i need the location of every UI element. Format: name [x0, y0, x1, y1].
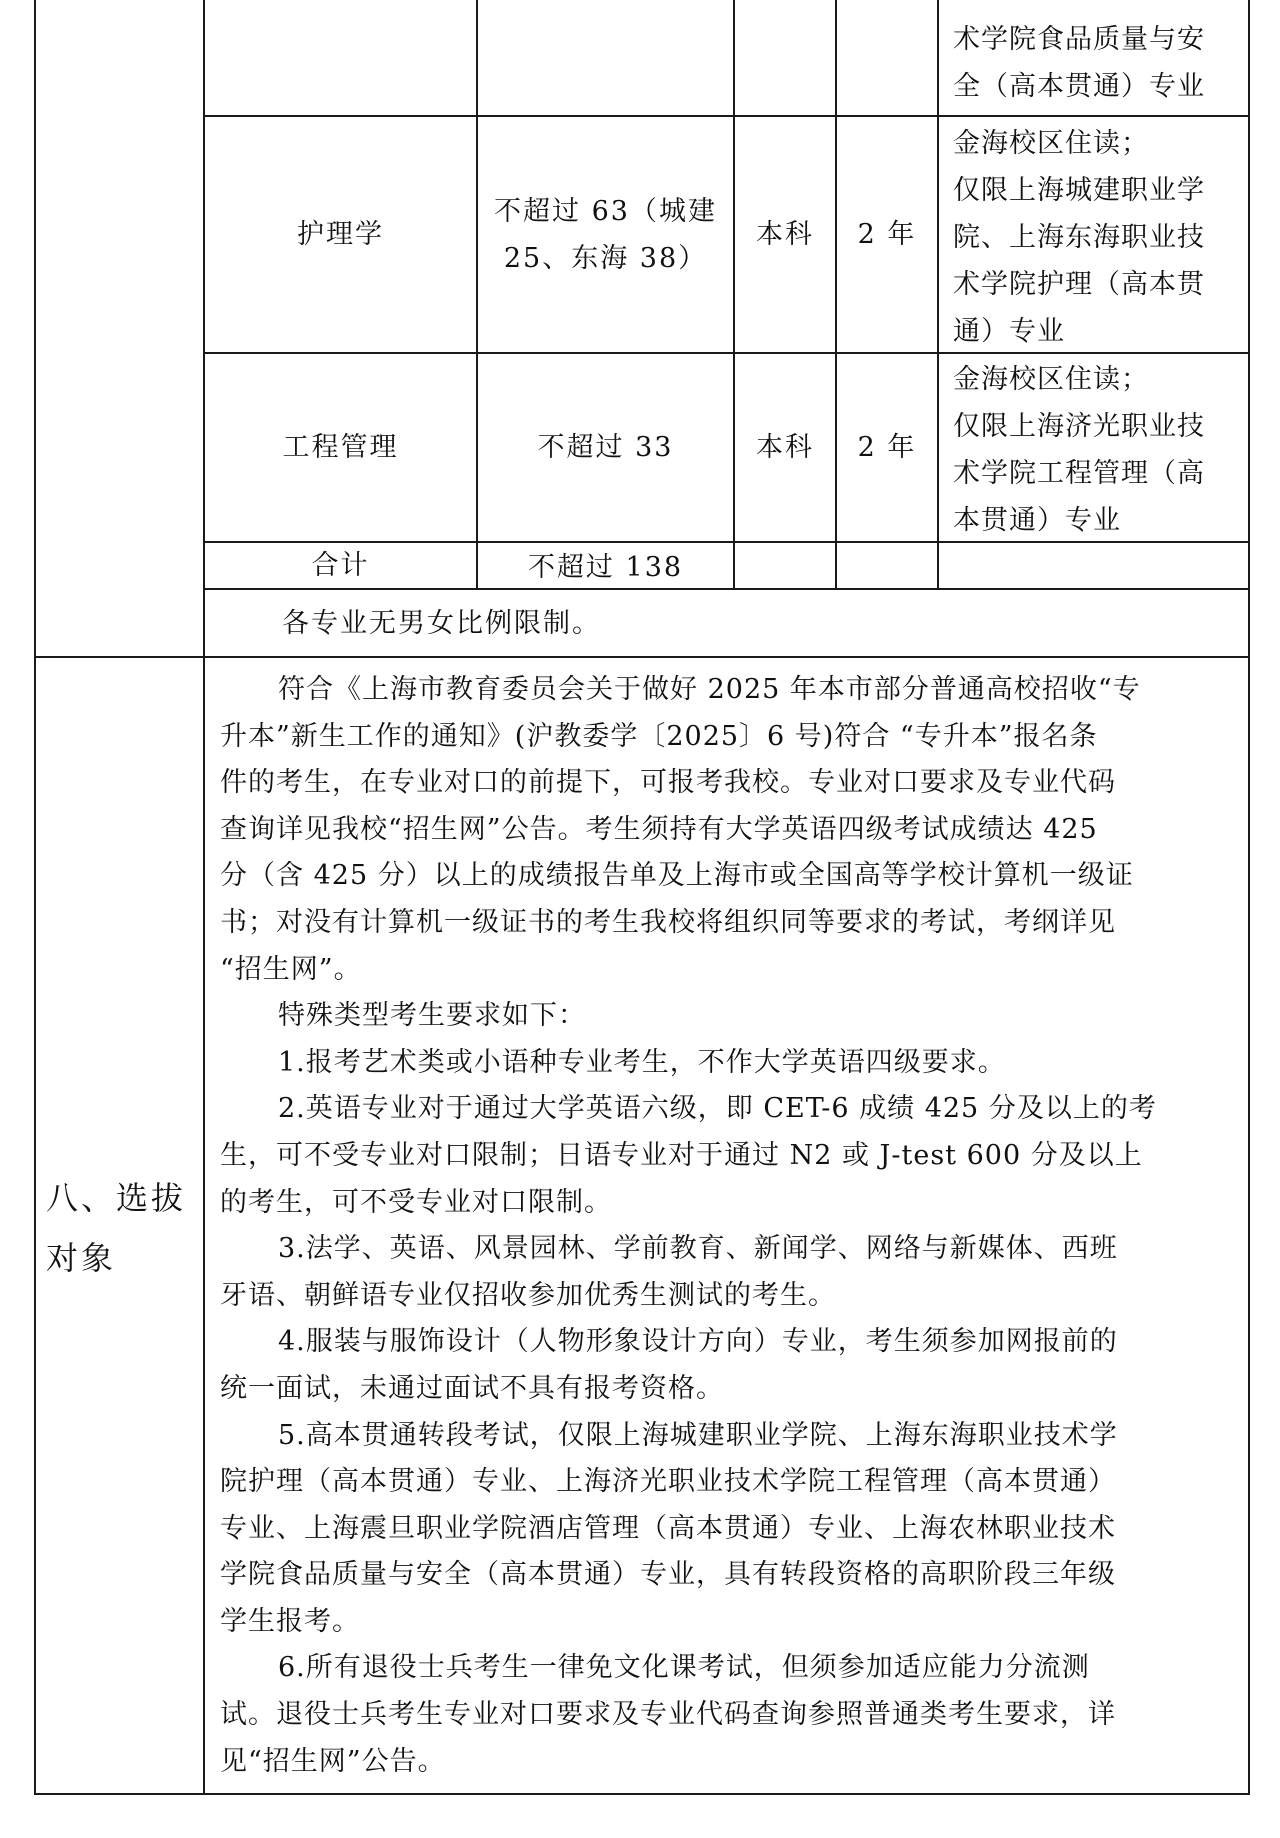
- section8-body-line: 1.报考艺术类或小语种专业考生，不作大学英语四级要求。: [278, 1046, 1006, 1078]
- section8-label-line: 对象: [46, 1239, 117, 1277]
- section8-body-line: 特殊类型考生要求如下：: [278, 1000, 586, 1032]
- remarks-line: 金海校区住读；: [953, 128, 1149, 159]
- remarks-line: 术学院护理（高本贯: [953, 269, 1205, 300]
- section8-body-line: 3.法学、英语、风景园林、学前教育、新闻学、网络与新媒体、西班: [278, 1233, 1118, 1265]
- rule-outer-left: [34, 0, 36, 1795]
- section8-body-line: 学生报考。: [220, 1605, 360, 1637]
- major-engineering-management: 工程管理: [282, 432, 399, 463]
- remarks-line: 术学院工程管理（高: [953, 458, 1205, 489]
- remarks-line: 本贯通）专业: [953, 505, 1121, 536]
- remarks-cell-engineering-management: [939, 356, 1248, 544]
- quota-engineering-management: [478, 354, 733, 541]
- quota-nursing: [478, 117, 733, 352]
- section8-body-line: 2.英语专业对于通过大学英语六级，即 CET-6 成绩 425 分及以上的考: [278, 1093, 1157, 1125]
- remarks-line: 全（高本贯通）专业: [953, 71, 1205, 102]
- quota-line: 不超过 33: [537, 432, 674, 463]
- section8-body-line: “招生网”。: [220, 953, 362, 985]
- rule-table-bottom: [34, 1793, 1250, 1795]
- section8-body-line: 升本”新生工作的通知》(沪教委学〔2025〕6 号)符合 “专升本”报名条: [220, 720, 1098, 752]
- total-value: 不超过 138: [527, 552, 684, 583]
- section8-body-line: 查询详见我校“招生网”公告。考生须持有大学英语四级考试成绩达 425: [220, 813, 1098, 845]
- remarks-line: 金海校区住读；: [953, 364, 1149, 395]
- section8-body-line: 专业、上海震旦职业学院酒店管理（高本贯通）专业、上海农林职业技术: [220, 1512, 1116, 1544]
- section8-body-line: 统一面试，未通过面试不具有报考资格。: [220, 1372, 724, 1404]
- section8-label-line: 八、选拔: [46, 1179, 187, 1217]
- section8-body-line: 的考生，可不受专业对口限制。: [220, 1186, 612, 1218]
- remarks-line: 仅限上海城建职业学: [953, 175, 1205, 206]
- major-nursing: 护理学: [297, 219, 384, 250]
- section8-body-line: 生，可不受专业对口限制；日语专业对于通过 N2 或 J-test 600 分及以上: [220, 1139, 1143, 1171]
- rule-outer-right: [1248, 0, 1250, 1795]
- section8-body-line: 学院食品质量与安全（高本贯通）专业，具有转段资格的高职阶段三年级: [220, 1559, 1116, 1591]
- section8-label: [46, 1168, 186, 1288]
- level-nursing: 本科: [756, 219, 814, 250]
- remarks-line: 院、上海东海职业技: [953, 222, 1205, 253]
- gender-ratio-note: 各专业无男女比例限制。: [282, 608, 601, 639]
- section8-body-line: 件的考生，在专业对口的前提下，可报考我校。专业对口要求及专业代码: [220, 767, 1116, 799]
- section8-body-line: 分（含 425 分）以上的成绩报告单及上海市或全国高等学校计算机一级证: [220, 860, 1134, 892]
- rule-total-row-bottom: [203, 588, 1250, 590]
- duration-nursing: 2 年: [857, 219, 917, 250]
- section8-body-line: 6.所有退役士兵考生一律免文化课考试，但须参加适应能力分流测: [278, 1652, 1090, 1684]
- remarks-line: 仅限上海济光职业技: [953, 411, 1205, 442]
- quota-line: 不超过 63（城建: [494, 195, 717, 227]
- remarks-cell-nursing: [939, 120, 1248, 355]
- total-label: 合计: [311, 549, 370, 581]
- section8-body-line: 4.服装与服饰设计（人物形象设计方向）专业，考生须参加网报前的: [278, 1326, 1118, 1358]
- section8-body-line: 5.高本贯通转段考试，仅限上海城建职业学院、上海东海职业技术学: [278, 1419, 1118, 1451]
- duration-engineering-management: 2 年: [857, 432, 917, 463]
- section8-body-line: 符合《上海市教育委员会关于做好 2025 年本市部分普通高校招收“专: [278, 674, 1141, 705]
- section8-body-line: 书；对没有计算机一级证书的考生我校将组织同等要求的考试，考纲详见: [220, 906, 1116, 938]
- remarks-line: 通）专业: [953, 316, 1065, 347]
- section8-body-line: 见“招生网”公告。: [220, 1745, 446, 1777]
- section8-body-line: 牙语、朝鲜语专业仅招收参加优秀生测试的考生。: [220, 1279, 836, 1311]
- remarks-cell-food-quality: [939, 16, 1248, 110]
- remarks-line: 术学院食品质量与安: [953, 24, 1205, 55]
- section8-body-line: 院护理（高本贯通）专业、上海济光职业技术学院工程管理（高本贯通）: [220, 1466, 1116, 1498]
- section8-body: [220, 667, 1230, 1785]
- section8-body-line: 试。退役士兵考生专业对口要求及专业代码查询参照普通类考生要求，详: [220, 1699, 1116, 1731]
- level-engineering-management: 本科: [756, 432, 814, 463]
- quota-line: 25、东海 38）: [503, 242, 708, 274]
- rule-section7-bottom: [34, 656, 1250, 658]
